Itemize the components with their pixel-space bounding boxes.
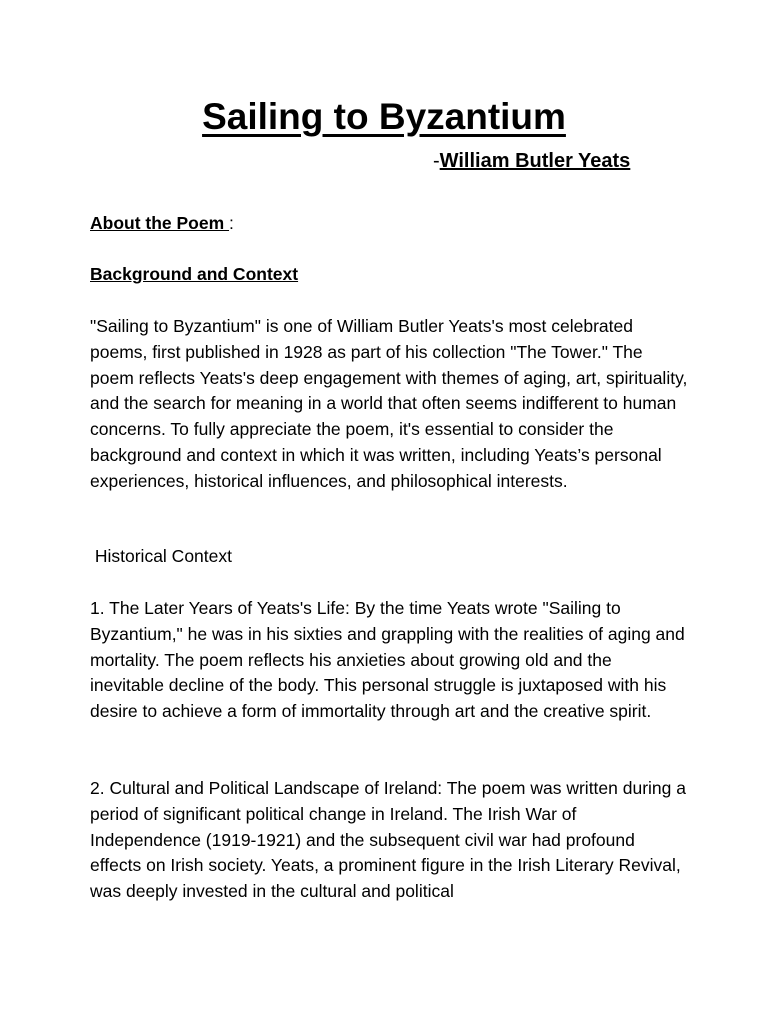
author-prefix: - [433, 150, 440, 172]
page-title: Sailing to Byzantium [202, 96, 566, 137]
paragraph-later-years: 1. The Later Years of Yeats's Life: By the time Yeats wrote "Sailing to Byzantium," he was in his sixties and grappling with the realities of aging and mortality. The poem reflects his anxieties about growing old and the inevitable decline of the body. This personal struggle is juxtaposed with his desire to achieve a form of immortality through art and the creative spirit. [90, 598, 685, 722]
historical-heading: Historical Context [90, 546, 232, 566]
background-heading: Background and Context [90, 264, 299, 284]
about-heading-text: About the Poem [90, 213, 230, 233]
paragraph-background: "Sailing to Byzantium" is one of William Butler Yeats's most celebrated poems, first published in 1928 as part of his collection "The Tower." The poem reflects Yeats's deep engagement with themes of aging, art, spirituality, and the search for meaning in a world that often seems indifferent to human concerns. To fully appreciate the poem, it's essential to consider the background and context in which it was written, including Yeats’s personal experiences, historical influences, and philosophical interests. [90, 316, 688, 491]
paragraph-cultural-landscape: 2. Cultural and Political Landscape of Ireland: The poem was written during a period of significant political change in Ireland. The Irish War of Independence (1919-1921) and the subsequent civil war had profound effects on Irish society. Yeats, a prominent figure in the Irish Literary Revival, was deeply invested in the cultural and political [90, 778, 686, 902]
about-heading [90, 211, 690, 237]
author-line [433, 148, 630, 174]
about-heading-suffix: : [229, 213, 234, 233]
author-name: William Butler Yeats [439, 150, 631, 172]
